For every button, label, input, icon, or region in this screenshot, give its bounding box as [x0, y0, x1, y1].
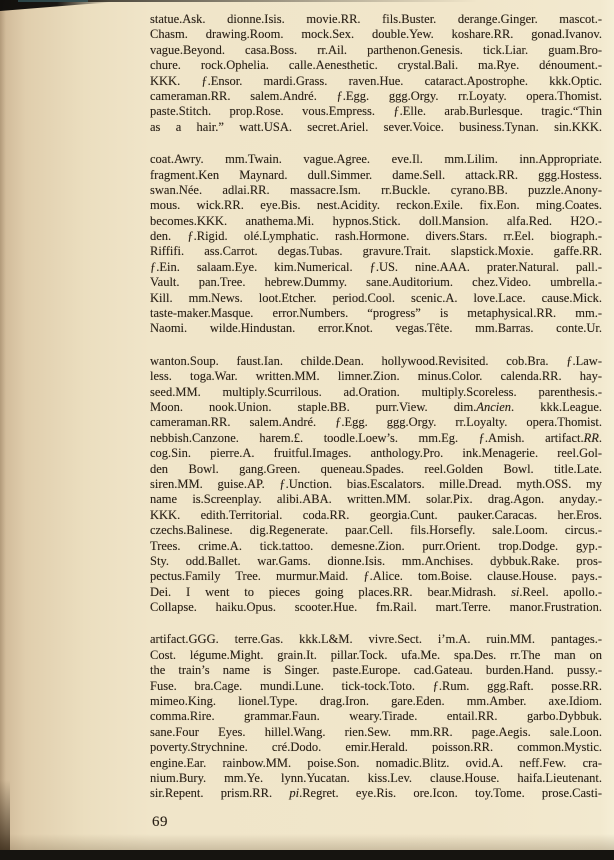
text-line: statue.Ask. dionne.Isis. movie.RR. fils.Buster. derange.Ginger. mascot.-: [150, 12, 602, 26]
text-line: Chasm. drawing.Room. mock.Sex. double.Yew. koshare.RR. gonad.Ivanov.: [150, 27, 602, 42]
text-line: Vault. pan.Tree. hebrew.Dummy. sane.Auditorium. chez.Video. umbrella.-: [150, 275, 602, 290]
scan-glint: [18, 0, 88, 2]
text-line: mous. wick.RR. eye.Bis. nest.Acidity. reckon.Exile. fix.Eon. ming.Coates.: [150, 198, 602, 213]
paragraph: [150, 632, 602, 801]
text-line: KKK. ƒ.Ensor. mardi.Grass. raven.Hue. cataract.Apostrophe. kkk.Optic.: [150, 73, 602, 88]
text-line: vague.Beyond. casa.Boss. rr.Ail. parthenon.Genesis. tick.Liar. guam.Bro-: [150, 42, 602, 57]
text-block: [150, 12, 602, 802]
text-line: Naomi. wilde.Hindustan. error.Knot. vegas.Tête. mm.Barras. conte.Ur.: [150, 321, 602, 336]
text-line: den Bowl. gang.Green. queneau.Spades. reel.Golden Bowl. title.Late.: [150, 461, 602, 476]
text-line: sane.Four Eyes. hillel.Wang. rien.Sew. mm.RR. page.Aegis. sale.Loon.: [150, 724, 602, 739]
paragraph: [150, 12, 602, 135]
text-line: paste.Stitch. prop.Rose. vous.Empress. ƒ.Elle. arab.Burlesque. tragic.“Thin: [150, 104, 602, 119]
text-line: artifact.GGG. terre.Gas. kkk.L&M. vivre.Sect. i’m.A. ruin.MM. pantages.-: [150, 632, 602, 647]
text-line: name is.Screenplay. alibi.ABA. written.MM. solar.Pix. drag.Agon. anyday.-: [150, 492, 602, 507]
text-line: cameraman.RR. salem.André. ƒ.Egg. ggg.Orgy. rr.Loyaty. opera.Thomist.: [150, 88, 602, 103]
text-line: Riffifi. ass.Carrot. degas.Tubas. gravure.Trait. slapstick.Moxie. gaffe.RR.: [150, 244, 602, 259]
text-line: Dei. I went to pieces going places.RR. bear.Midrash. si.Reel. apollo.-: [150, 584, 602, 599]
text-line: ƒ.Ein. salaam.Eye. kim.Numerical. ƒ.US. nine.AAA. prater.Natural. pall.-: [150, 259, 602, 274]
page-number: 69: [152, 814, 168, 830]
text-line: nebbish.Canzone. harem.£. toodle.Loew’s. mm.Eg. ƒ.Amish. artifact.RR.: [150, 430, 602, 445]
text-line: fragment.Ken Maynard. dull.Simmer. dame.Sell. attack.RR. ggg.Hostess.: [150, 167, 602, 182]
paragraph: [150, 152, 602, 337]
text-line: taste-maker.Masque. error.Numbers. “progress” is metaphysical.RR. mm.-: [150, 306, 602, 321]
text-line: Trees. crime.A. tick.tattoo. demesne.Zion. purr.Orient. trop.Dodge. gyp.-: [150, 538, 602, 553]
text-line: Sty. odd.Ballet. war.Gams. dionne.Isis. mm.Anchises. dybbuk.Rake. pros-: [150, 553, 602, 568]
text-line: swan.Née. adlai.RR. massacre.Ism. rr.Buckle. cyrano.BB. puzzle.Anony-: [150, 182, 602, 197]
text-line: Collapse. haiku.Opus. scooter.Hue. fm.Rail. mart.Terre. manor.Frustration.: [150, 600, 602, 615]
text-line: less. toga.War. written.MM. limner.Zion. minus.Color. calenda.RR. hay-: [150, 369, 602, 384]
text-line: Cost. légume.Might. grain.It. pillar.Tock. ufa.Me. spa.Des. rr.The man on: [150, 647, 602, 662]
page-bottom-shadow: [0, 834, 614, 850]
text-line: coat.Awry. mm.Twain. vague.Agree. eve.Il. mm.Lilim. inn.Appropriate.: [150, 152, 602, 167]
text-line: sir.Repent. prism.RR. pi.Regret. eye.Ris. ore.Icon. toy.Tome. prose.Casti-: [150, 786, 602, 801]
text-line: seed.MM. multiply.Scurrilous. ad.Oration. multiply.Scoreless. parenthesis.-: [150, 384, 602, 399]
text-line: Fuse. bra.Cage. mundi.Lune. tick-tock.Toto. ƒ.Rum. ggg.Raft. posse.RR.: [150, 678, 602, 693]
text-line: as a hair.” watt.USA. secret.Ariel. sever.Voice. business.Tynan. sin.KKK.: [150, 119, 602, 134]
text-line: cameraman.RR. salem.André. ƒ.Egg. ggg.Orgy. rr.Loyalty. opera.Thomist.: [150, 415, 602, 430]
text-line: chure. rock.Ophelia. calle.Aenesthetic. crystal.Bali. ma.Rye. dénoument.-: [150, 58, 602, 73]
text-line: Moon. nook.Union. staple.BB. purr.View. dim.Ancien. kkk.League.: [150, 399, 602, 414]
text-line: comma.Rire. grammar.Faun. weary.Tirade. entail.RR. garbo.Dybbuk.: [150, 709, 602, 724]
text-line: engine.Ear. rainbow.MM. poise.Son. nomadic.Blitz. ovid.A. neff.Few. cra-: [150, 755, 602, 770]
text-line: mimeo.King. lionel.Type. drag.Iron. gare.Eden. mm.Amber. axe.Idiom.: [150, 694, 602, 709]
text-line: den. ƒ.Rigid. olé.Lymphatic. rash.Hormone. divers.Stars. rr.Eel. biograph.-: [150, 229, 602, 244]
paragraph: [150, 354, 602, 616]
text-line: siren.MM. guise.AP. ƒ.Unction. bias.Escalators. mille.Dread. myth.OSS. my: [150, 476, 602, 491]
text-line: the train’s name is Singer. paste.Europe. cad.Gateau. burden.Hand. pussy.-: [150, 663, 602, 678]
text-line: Kill. mm.News. loot.Etcher. period.Cool. scenic.A. love.Lace. cause.Mick.: [150, 290, 602, 305]
text-line: cog.Sin. pierre.A. fruitful.Images. anthology.Pro. ink.Menagerie. reel.Gol-: [150, 446, 602, 461]
text-line: poverty.Strychnine. cré.Dodo. emir.Herald. poisson.RR. common.Mystic.: [150, 740, 602, 755]
text-line: wanton.Soup. faust.Ian. childe.Dean. hollywood.Revisited. cob.Bra. ƒ.Law-: [150, 353, 602, 368]
gutter-corner-shadow: [0, 780, 10, 850]
text-line: nium.Bury. mm.Ye. lynn.Yucatan. kiss.Lev. clause.House. haifa.Lieutenant.: [150, 770, 602, 785]
text-line: KKK. edith.Territorial. coda.RR. georgia.Cunt. pauker.Caracas. her.Eros.: [150, 507, 602, 522]
text-line: czechs.Balinese. dig.Regenerate. paar.Cell. fils.Horsefly. sale.Loom. circus.-: [150, 523, 602, 538]
text-line: becomes.KKK. anathema.Mi. hypnos.Stick. doll.Mansion. alfa.Red. H2O.-: [150, 213, 602, 228]
text-line: pectus.Family Tree. murmur.Maid. ƒ.Alice. tom.Boise. clause.House. pays.-: [150, 569, 602, 584]
scan-bottom-edge: [0, 850, 614, 860]
